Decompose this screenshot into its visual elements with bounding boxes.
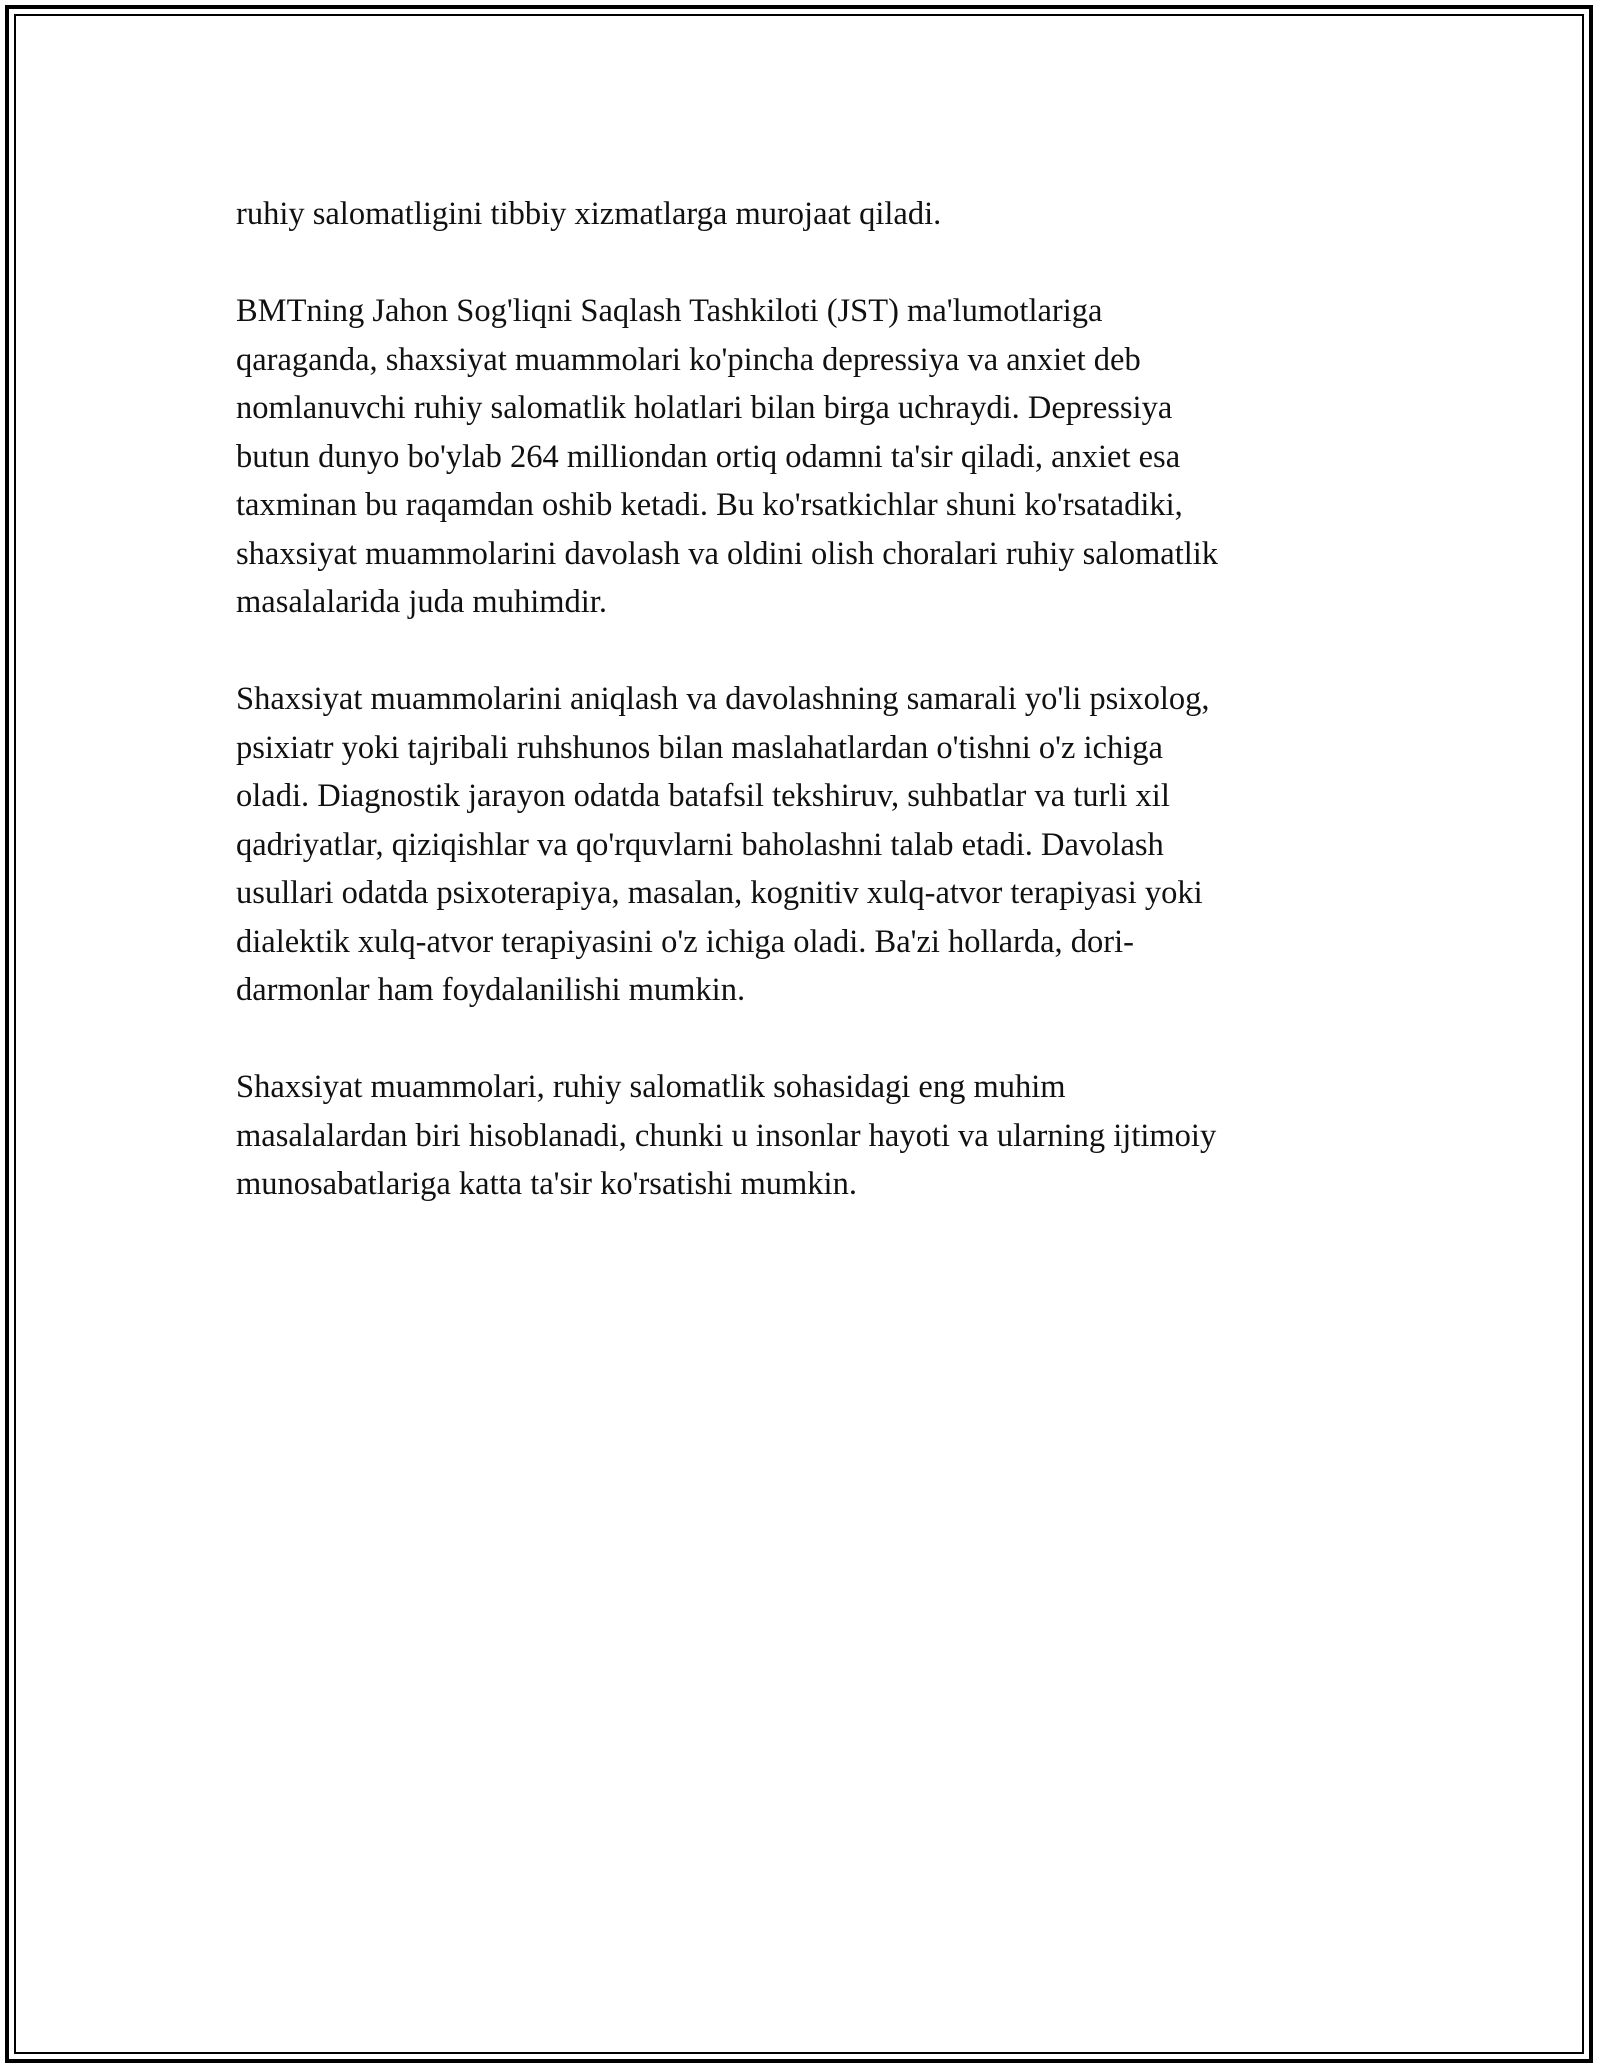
paragraph-3 <box>236 675 1376 1015</box>
text-line: munosabatlariga katta ta'sir ko'rsatishi mumkin. <box>236 1166 857 1202</box>
text-line: Shaxsiyat muammolari, ruhiy salomatlik sohasidagi eng muhim <box>236 1069 1066 1105</box>
text-line: masalalarida juda muhimdir. <box>236 584 607 620</box>
text-line: oladi. Diagnostik jarayon odatda batafsil tekshiruv, suhbatlar va turli xil <box>236 778 1170 814</box>
text-line: darmonlar ham foydalanilishi mumkin. <box>236 972 746 1008</box>
text-line: usullari odatda psixoterapiya, masalan, kognitiv xulq-atvor terapiyasi yoki <box>236 875 1203 911</box>
paragraph-2 <box>236 287 1376 627</box>
text-line: BMTning Jahon Sog'liqni Saqlash Tashkiloti (JST) ma'lumotlariga <box>236 293 1103 329</box>
text-line: masalalardan biri hisoblanadi, chunki u insonlar hayoti va ularning ijtimoiy <box>236 1117 1217 1154</box>
paragraph-1 <box>236 190 1376 239</box>
text-line: nomlanuvchi ruhiy salomatlik holatlari bilan birga uchraydi. Depressiya <box>236 390 1173 426</box>
text-line: qadriyatlar, qiziqishlar va qo'rquvlarni baholashni talab etadi. Davolash <box>236 826 1164 863</box>
text-line: Shaxsiyat muammolarini aniqlash va davolashning samarali yo'li psixolog, <box>236 681 1210 717</box>
text-line: qaraganda, shaxsiyat muammolari ko'pincha depressiya va anxiet deb <box>236 341 1141 378</box>
text-line: taxminan bu raqamdan oshib ketadi. Bu ko'rsatkichlar shuni ko'rsatadiki, <box>236 487 1183 523</box>
paragraph-4 <box>236 1063 1376 1209</box>
text-line: psixiatr yoki tajribali ruhshunos bilan maslahatlardan o'tishni o'z ichiga <box>236 729 1163 766</box>
text-line: butun dunyo bo'ylab 264 milliondan ortiq odamni ta'sir qiladi, anxiet esa <box>236 438 1181 475</box>
text-line: shaxsiyat muammolarini davolash va oldini olish choralari ruhiy salomatlik <box>236 535 1219 572</box>
text-line: dialektik xulq-atvor terapiyasini o'z ichiga oladi. Ba'zi hollarda, dori- <box>236 923 1134 960</box>
text-line: ruhiy salomatligini tibbiy xizmatlarga murojaat qiladi. <box>236 196 942 232</box>
document-body <box>236 190 1376 1257</box>
